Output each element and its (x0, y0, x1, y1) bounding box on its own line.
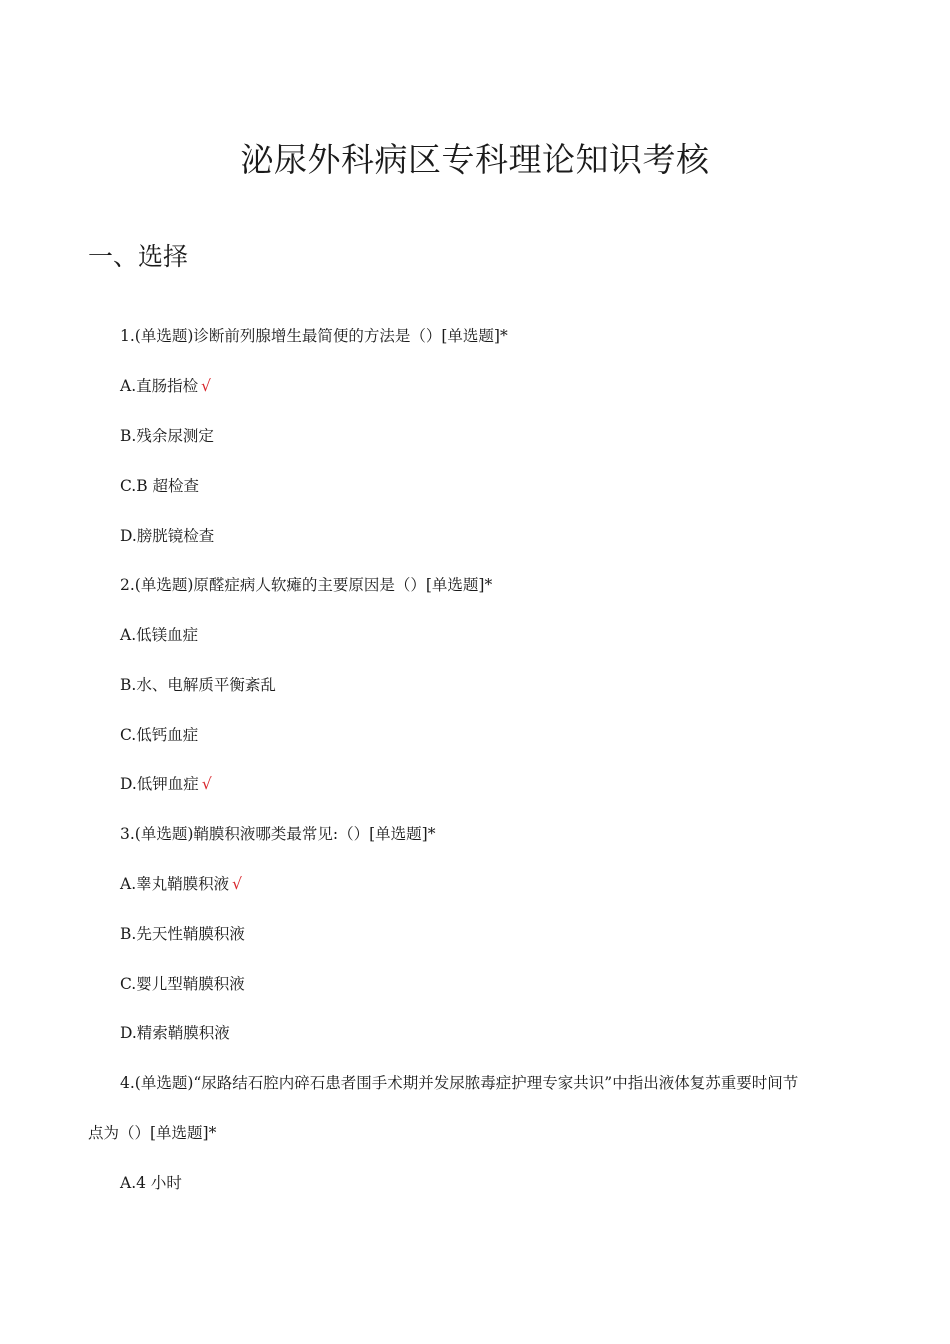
question-2: 2.(单选题)原醛症病人软瘫的主要原因是（）[单选题]* (120, 576, 493, 594)
question-3-option-d: D.精索鞘膜积液 (120, 1024, 230, 1042)
correct-check-icon: √ (232, 875, 243, 893)
question-1-option-c: C.B 超检查 (120, 477, 200, 495)
question-1: 1.(单选题)诊断前列腺增生最简便的方法是（）[单选题]* (120, 327, 508, 345)
question-3-option-a (120, 873, 242, 895)
option-label: A.直肠指检 (120, 377, 199, 395)
question-2-option-a: A.低镁血症 (120, 626, 199, 644)
question-2-option-d (120, 773, 212, 795)
correct-check-icon: √ (201, 377, 212, 395)
question-1-option-b: B.残余尿测定 (120, 427, 214, 445)
question-3-option-c: C.婴儿型鞘膜积液 (120, 975, 245, 993)
question-4-option-a: A.4 小时 (120, 1174, 182, 1192)
question-2-option-b: B.水、电解质平衡紊乱 (120, 676, 276, 694)
question-4-continuation: 点为（）[单选题]* (88, 1124, 217, 1142)
option-label: D.低钾血症 (120, 775, 199, 793)
question-2-option-c: C.低钙血症 (120, 726, 199, 744)
question-1-option-d: D.膀胱镜检查 (120, 527, 215, 545)
correct-check-icon: √ (201, 775, 212, 793)
question-1-option-a (120, 375, 211, 397)
option-label: A.睾丸鞘膜积液 (120, 875, 230, 893)
page-title: 泌尿外科病区专科理论知识考核 (240, 140, 710, 179)
section-heading: 一、选择 (88, 242, 189, 271)
question-3-option-b: B.先天性鞘膜积液 (120, 925, 245, 943)
question-4: 4.(单选题)“尿路结石腔内碎石患者围手术期并发尿脓毒症护理专家共识”中指出液体复苏重要时间节 (120, 1074, 799, 1092)
question-3: 3.(单选题)鞘膜积液哪类最常见:（）[单选题]* (120, 825, 436, 843)
